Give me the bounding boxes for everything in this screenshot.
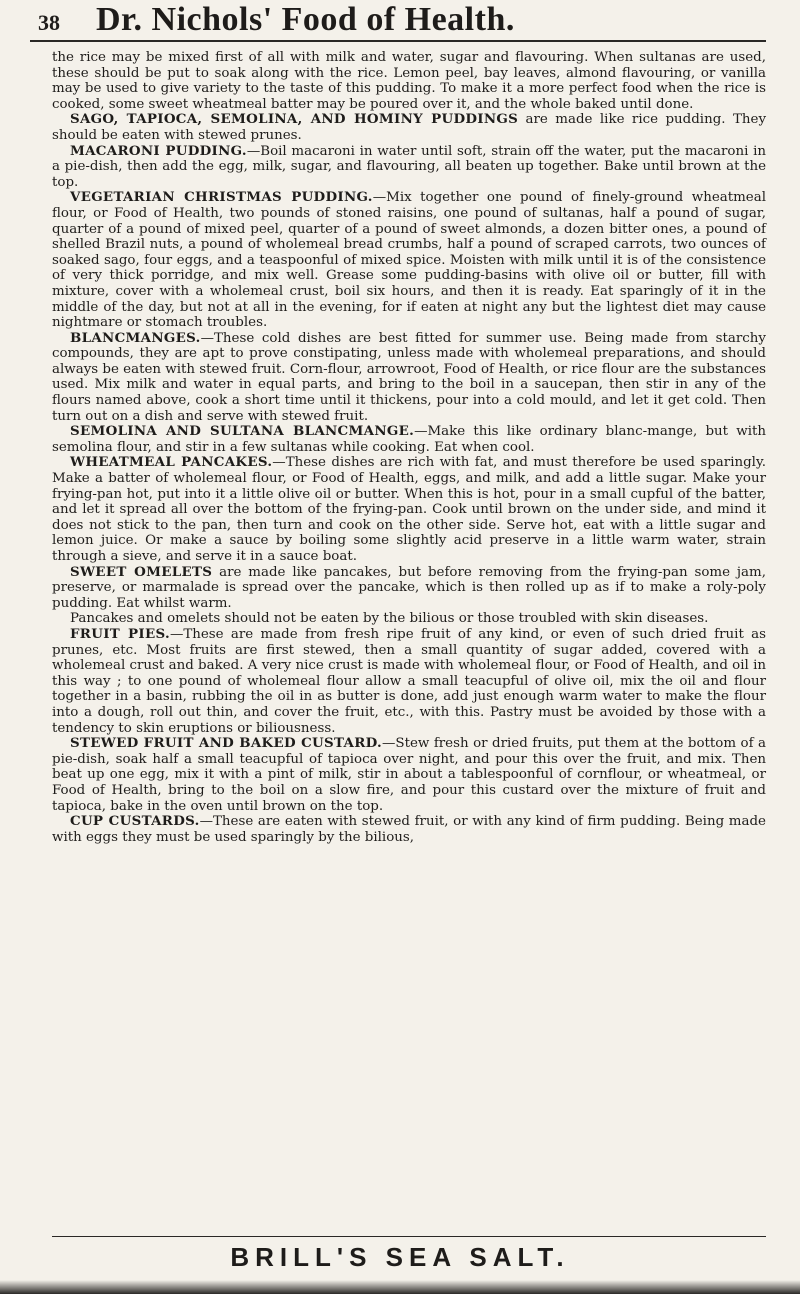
recipe-heading: SWEET OMELETS <box>70 563 213 580</box>
recipe-heading: SAGO, TAPIOCA, SEMOLINA, AND HOMINY PUDDINGS <box>70 111 519 128</box>
paragraph-text: —Boil macaroni in water until soft, strain off the water, put the macaroni in a pie-dish, then add the egg, milk, sugar, and flavouring, all beaten up together. Bake until brown at the top. <box>52 143 766 190</box>
paragraph-text: —These dishes are rich with fat, and must therefore be used sparingly. Make a batter of wholemeal flour, or Food of Health, eggs, and milk, and add a little sugar. Make your frying-pan hot, put into it a little olive oil or butter. When this is hot, pour in a small cupful of the batter, and let it spread all over the bottom of the frying-pan. Cook until brown on the under side, and mind it does not stick to the pan, then turn and cook on the other side. Serve hot, eat with a little sugar and lemon juice. Or make a sauce by boiling some slightly acid preserve in a little warm water, strain through a sieve, and serve it in a sauce boat. <box>52 455 766 564</box>
paragraph-text: Pancakes and omelets should not be eaten by the bilious or those troubled with skin diseases. <box>70 611 709 627</box>
recipe-heading: BLANCMANGES. <box>70 329 201 346</box>
recipe-heading: FRUIT PIES. <box>70 625 170 642</box>
paragraph-text: are made like rice pudding. They should be eaten with stewed prunes. <box>52 112 767 143</box>
paragraph <box>52 565 766 612</box>
paragraph <box>52 627 766 736</box>
recipe-heading: STEWED FRUIT AND BAKED CUSTARD. <box>70 735 383 752</box>
page-number: 38 <box>38 10 60 35</box>
paragraph-text: —These cold dishes are best fitted for summer use. Being made from starchy compounds, they are apt to prove constipating, unless made with wholemeal preparations, and should always be eaten with stewed fruit. Corn-flour, arrowroot, Food of Health, or rice flour are the substances used. Mix milk and water in equal parts, and bring to the boil in a saucepan, then stir in any of the flours named above, cook a short time until it thickens, pour into a cold mould, and let it get cold. Then turn out on a dish and serve with stewed fruit. <box>52 330 766 424</box>
recipe-heading: MACARONI PUDDING. <box>70 142 247 159</box>
recipe-heading: CUP CUSTARDS. <box>70 813 200 830</box>
text-body <box>52 42 766 845</box>
paragraph <box>52 455 766 564</box>
page-title: Dr. Nichols' Food of Health. <box>96 1 515 38</box>
paragraph-text: the rice may be mixed first of all with milk and water, sugar and flavouring. When sultanas are used, these should be put to soak along with the rice. Lemon peel, bay leaves, almond flavouring, or vanilla may be used to give variety to the taste of this pudding. To make it a more perfect food when the rice is cooked, some sweet wheatmeal batter may be poured over it, and the whole baked until done. <box>52 50 766 112</box>
running-header <box>30 0 766 42</box>
recipe-heading: VEGETARIAN CHRISTMAS PUDDING. <box>70 189 373 206</box>
paragraph-text: —Mix together one pound of finely-ground wheatmeal flour, or Food of Health, two pounds of stoned raisins, one pound of sultanas, half a pound of sugar, quarter of a pound of mixed peel, quarter of a pound of sweet almonds, a dozen bitter ones, a pound of shelled Brazil nuts, a pound of wholemeal bread crumbs, half a pound of scraped carrots, two ounces of soaked sago, four eggs, and a teaspoonful of mixed spice. Moisten with milk until it is of the consistence of very thick porridge, and mix well. Grease some pudding-basins with olive oil or butter, fill with mixture, cover with a wholemeal crust, boil six hours, and then it is ready. Eat sparingly of it in the middle of the day, but not at all in the evening, for if eaten at night any but the lightest diet may cause nightmare or stomach troubles. <box>52 190 766 331</box>
footer-rule <box>52 1236 766 1237</box>
paragraph <box>52 190 766 330</box>
paragraph <box>52 736 766 814</box>
paragraph-text: are made like pancakes, but before removing from the frying-pan some jam, preserve, or marmalade is spread over the pancake, which is then rolled up as if to make a roly-poly pudding. Eat whilst warm. <box>52 564 766 611</box>
paragraph <box>52 424 766 455</box>
paragraph <box>52 50 766 112</box>
paragraph-text: —Make this like ordinary blanc-mange, but with semolina flour, and stir in a few sultanas while cooking. Eat when cool. <box>52 424 766 455</box>
paragraph <box>52 112 766 143</box>
recipe-heading: SEMOLINA AND SULTANA BLANCMANGE. <box>70 423 415 440</box>
paragraph-text: —These are eaten with stewed fruit, or with any kind of firm pudding. Being made with eggs they must be used sparingly by the bilious, <box>52 814 766 845</box>
recipe-heading: WHEATMEAL PANCAKES. <box>70 454 273 471</box>
paragraph <box>52 611 766 627</box>
paragraph <box>52 814 766 845</box>
paragraph <box>52 331 766 425</box>
paragraph-text: —These are made from fresh ripe fruit of any kind, or even of such dried fruit as prunes, etc. Most fruits are first stewed, then a small quantity of sugar added, covered with a wholemeal crust and baked. A very nice crust is made with wholemeal flour, or Food of Health, and oil in this way ; to one pound of wholemeal flour allow a small teacupful of olive oil, mix the oil and flour together in a basin, rubbing the oil in as butter is done, add just enough warm water to make the flour into a dough, roll out thin, and cover the fruit, etc., with this. Pastry must be avoided by those with a tendency to skin eruptions or biliousness. <box>52 626 766 736</box>
page-edge-shadow <box>0 1280 800 1294</box>
paragraph <box>52 144 766 191</box>
paragraph-text: —Stew fresh or dried fruits, put them at the bottom of a pie-dish, soak half a small teacupful of tapioca over night, and pour this over the fruit, and mix. Then beat up one egg, mix it with a pint of milk, stir in about a tablespoonful of cornflour, or wheatmeal, or Food of Health, bring to the boil on a slow fire, and pour this custard over the mixture of fruit and tapioca, bake in the oven until brown on the top. <box>52 736 766 814</box>
footer-advertisement: BRILL'S SEA SALT. <box>230 1242 570 1272</box>
